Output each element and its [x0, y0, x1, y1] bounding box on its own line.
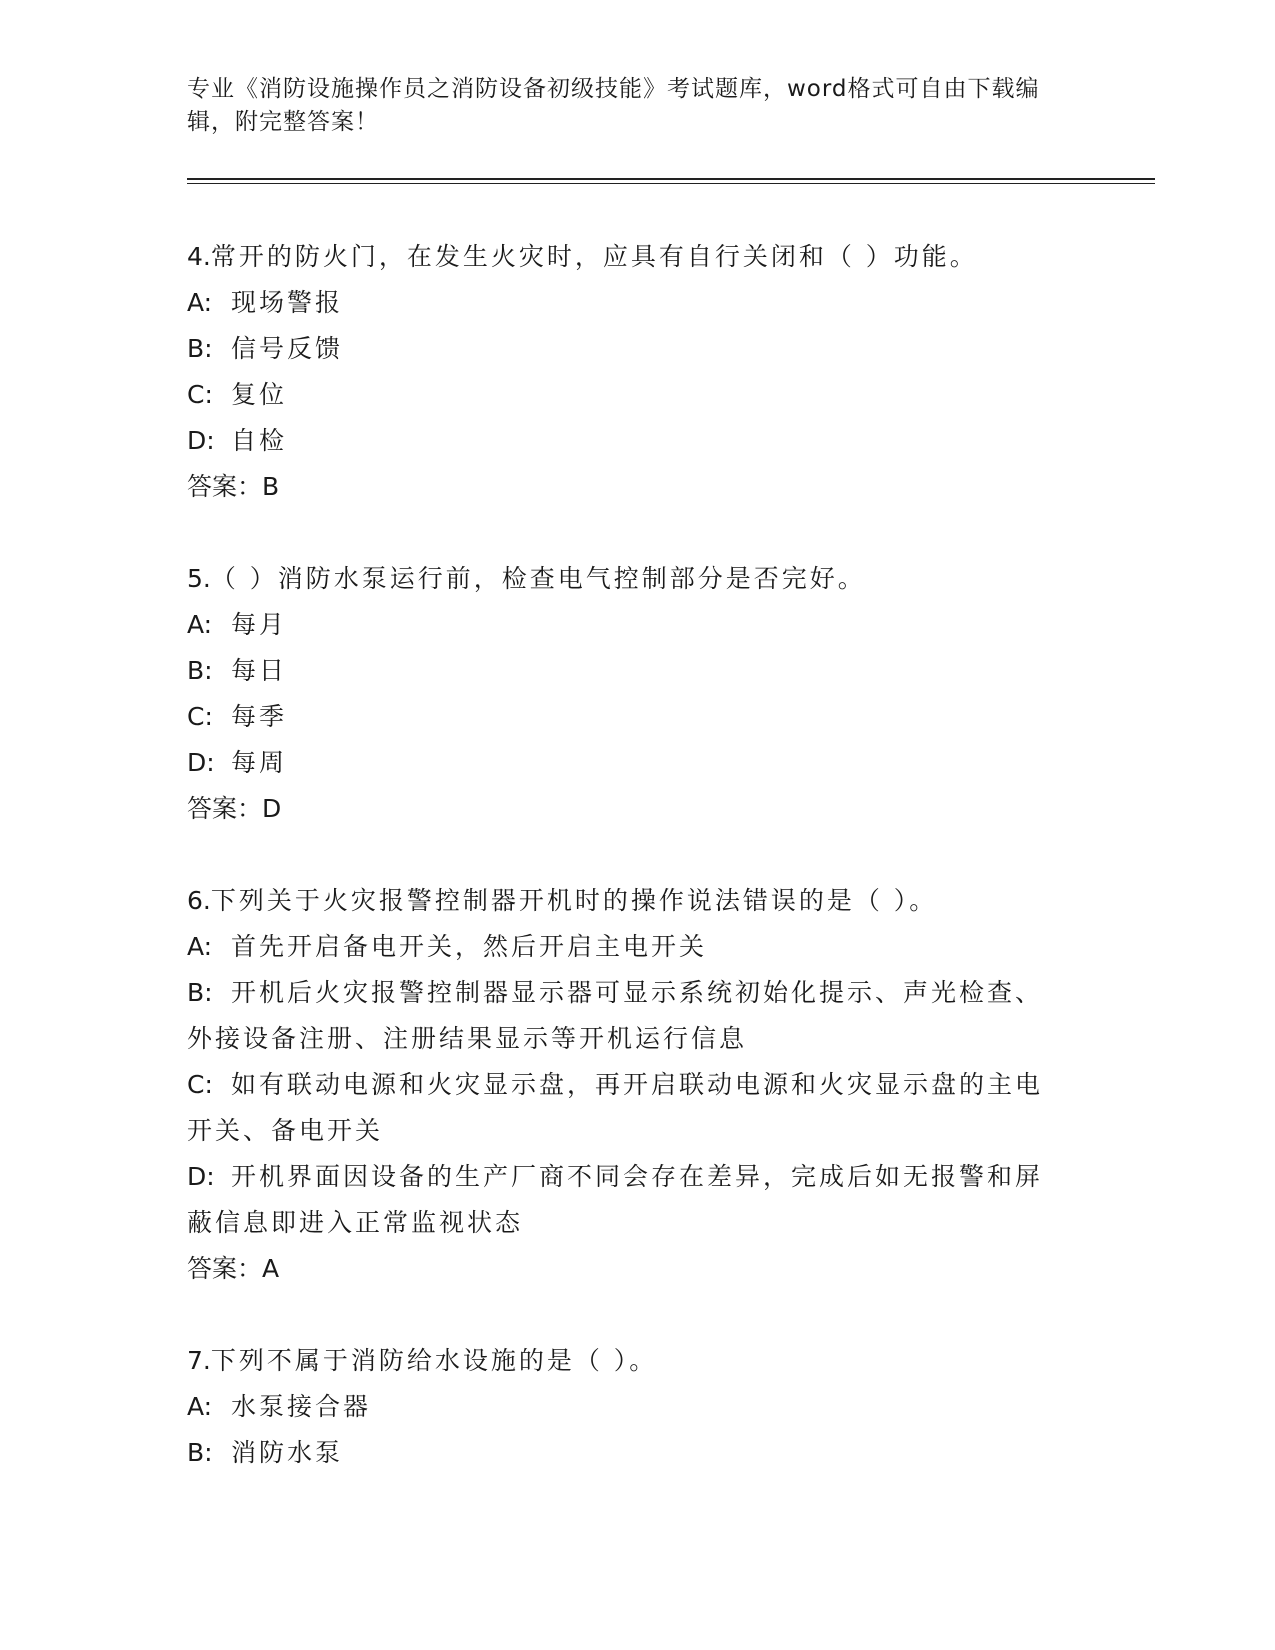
question-text: 下列关于火灾报警控制器开机时的操作说法错误的是（ ）。 [210, 886, 938, 915]
option-text: 自检 [231, 426, 288, 455]
option-label: A: [187, 288, 213, 317]
option-label: A: [187, 932, 213, 961]
question-text: （ ）消防水泵运行前，检查电气控制部分是否完好。 [210, 564, 866, 593]
option-text: 每日 [231, 656, 288, 685]
option-label: B: [187, 334, 213, 363]
option-d [187, 418, 1087, 464]
option-text: 首先开启备电开关，然后开启主电开关 [231, 932, 708, 961]
option-b [187, 326, 1087, 372]
answer: 答案：B [187, 472, 280, 501]
option-b [187, 648, 1087, 694]
header-divider [187, 178, 1155, 184]
option-label: B: [187, 1438, 213, 1467]
option-b-continued: 外接设备注册、注册结果显示等开机运行信息 [187, 1024, 748, 1053]
option-label: B: [187, 656, 213, 685]
option-b [187, 1430, 1087, 1476]
question-4 [187, 234, 1087, 510]
option-text: 每季 [231, 702, 288, 731]
question-5 [187, 556, 1087, 832]
option-label: B: [187, 978, 213, 1007]
option-d-continued: 蔽信息即进入正常监视状态 [187, 1208, 524, 1237]
question-7 [187, 1338, 1087, 1476]
answer: 答案：A [187, 1254, 280, 1283]
option-label: D: [187, 1162, 215, 1191]
option-d [187, 1154, 1087, 1200]
option-text: 每周 [231, 748, 288, 777]
option-c [187, 1062, 1087, 1108]
question-number: 6. [187, 886, 211, 915]
question-stem [187, 878, 1087, 924]
option-label: A: [187, 610, 213, 639]
option-c [187, 694, 1087, 740]
option-label: D: [187, 426, 215, 455]
option-text: 每月 [231, 610, 288, 639]
option-label: D: [187, 748, 215, 777]
option-text: 开机界面因设备的生产厂商不同会存在差异，完成后如无报警和屏 [231, 1162, 1044, 1191]
option-a [187, 280, 1087, 326]
option-c-continued: 开关、备电开关 [187, 1116, 384, 1145]
option-b [187, 970, 1087, 1016]
question-number: 7. [187, 1346, 211, 1375]
header-line-2: 辑，附完整答案！ [187, 109, 379, 135]
option-text: 开机后火灾报警控制器显示器可显示系统初始化提示、声光检查、 [231, 978, 1044, 1007]
option-a [187, 924, 1087, 970]
option-d [187, 740, 1087, 786]
question-stem [187, 1338, 1087, 1384]
option-text: 消防水泵 [231, 1438, 344, 1467]
option-label: A: [187, 1392, 213, 1421]
option-label: C: [187, 1070, 213, 1099]
option-a [187, 1384, 1087, 1430]
question-text: 常开的防火门，在发生火灾时，应具有自行关闭和（ ）功能。 [210, 242, 978, 271]
question-stem [187, 556, 1087, 602]
header-line-1: 专业《消防设施操作员之消防设备初级技能》考试题库，word格式可自由下载编 [187, 76, 1040, 102]
answer: 答案：D [187, 794, 282, 823]
question-list [187, 234, 1087, 1522]
question-number: 4. [187, 242, 211, 271]
question-text: 下列不属于消防给水设施的是（ ）。 [210, 1346, 658, 1375]
option-text: 水泵接合器 [231, 1392, 372, 1421]
option-c [187, 372, 1087, 418]
option-text: 现场警报 [231, 288, 344, 317]
question-number: 5. [187, 564, 211, 593]
option-label: C: [187, 380, 213, 409]
question-stem [187, 234, 1087, 280]
question-6 [187, 878, 1087, 1292]
option-label: C: [187, 702, 213, 731]
option-text: 信号反馈 [231, 334, 344, 363]
option-a [187, 602, 1087, 648]
option-text: 如有联动电源和火灾显示盘，再开启联动电源和火灾显示盘的主电 [231, 1070, 1044, 1099]
option-text: 复位 [231, 380, 288, 409]
document-header [187, 73, 1067, 139]
